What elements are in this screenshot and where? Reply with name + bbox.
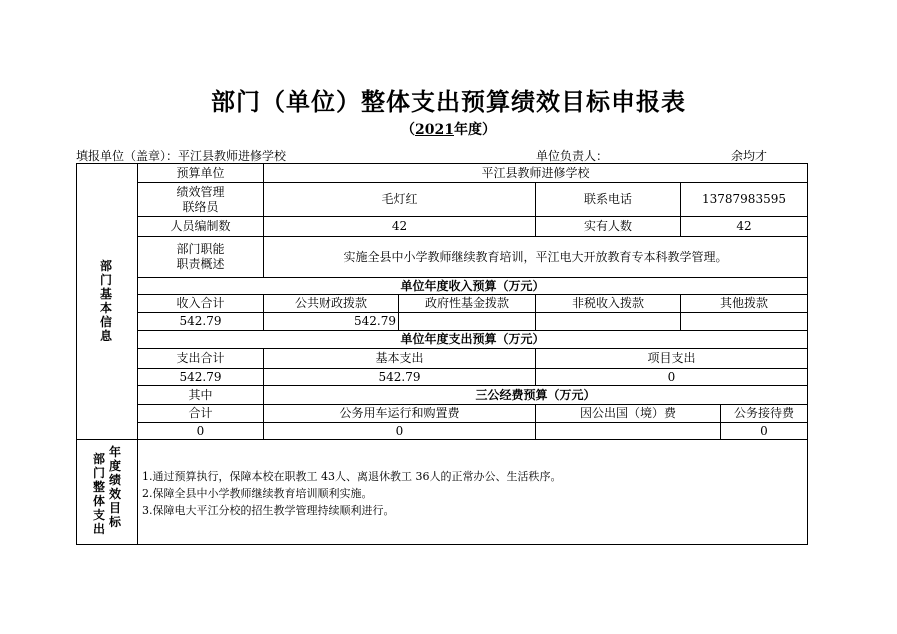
contact-label <box>138 183 263 216</box>
responsible-name: 余均才 <box>731 149 768 163</box>
duty-label-line: 部门职能 <box>176 242 225 256</box>
goals-section-label-right <box>108 445 122 529</box>
goals-list <box>142 468 561 519</box>
expense-header-basic: 基本支出 <box>375 351 424 365</box>
section-char: 门 <box>99 273 112 287</box>
phone-value: 13787983595 <box>702 192 786 206</box>
section-char: 整 <box>92 480 105 494</box>
section-char: 体 <box>92 494 105 508</box>
three-value-abroad <box>536 423 720 439</box>
section-char: 度 <box>108 459 121 473</box>
section-char: 出 <box>92 522 105 536</box>
goal-item: 3.保障电大平江分校的招生教学管理持续顺利进行。 <box>142 504 395 517</box>
income-value-nontax <box>536 313 680 330</box>
staff-actual-value: 42 <box>736 219 752 233</box>
three-value-vehicle: 0 <box>395 423 404 438</box>
three-public-title: 三公经费预算（万元） <box>475 387 596 402</box>
three-header-vehicle: 公务用车运行和购置费 <box>339 406 460 420</box>
contact-label-line: 联络员 <box>182 199 219 214</box>
duty-label-line: 职责概述 <box>176 257 225 271</box>
section-char: 标 <box>108 515 121 529</box>
duty-label <box>138 237 263 277</box>
income-value-fund <box>399 313 535 330</box>
income-header-fund: 政府性基金拨款 <box>424 296 509 310</box>
section-char: 效 <box>108 487 121 501</box>
income-header-nontax: 非税收入拨款 <box>571 296 644 310</box>
section-char: 部 <box>99 259 112 273</box>
section-char: 息 <box>99 329 112 343</box>
year-open: （ <box>401 122 416 138</box>
filler-unit-label: 填报单位（盖章）：平江县教师进修学校 <box>76 149 287 163</box>
expense-value-project: 0 <box>667 369 676 384</box>
three-header-abroad: 因公出国（境）费 <box>579 406 676 420</box>
section-char: 支 <box>92 508 105 522</box>
expense-header-project: 项目支出 <box>647 351 696 365</box>
expense-value-basic: 542.79 <box>378 369 421 384</box>
three-value-reception: 0 <box>760 423 768 438</box>
income-value-total: 542.79 <box>179 314 222 328</box>
income-value-other <box>681 313 807 330</box>
duty-value: 实施全县中小学教师继续教育培训，平江电大开放教育专本科教学管理。 <box>343 249 728 264</box>
phone-label: 联系电话 <box>583 192 632 206</box>
budget-unit-label: 预算单位 <box>176 165 225 180</box>
page-title: 部门（单位）整体支出预算绩效目标申报表 <box>211 88 686 116</box>
goals-section-label-left <box>92 452 106 536</box>
contact-label-line: 绩效管理 <box>176 184 225 199</box>
section-char: 年 <box>108 445 121 459</box>
basic-info-section-label <box>99 259 113 343</box>
goal-item: 2.保障全县中小学教师继续教育培训顺利实施。 <box>142 487 373 500</box>
income-header-public: 公共财政拨款 <box>294 296 367 310</box>
section-char: 基 <box>99 287 112 301</box>
staff-actual-label: 实有人数 <box>583 219 632 233</box>
three-header-total: 合计 <box>188 406 213 420</box>
section-char: 目 <box>108 501 121 515</box>
budget-unit-value: 平江县教师进修学校 <box>481 165 590 180</box>
section-char: 门 <box>92 466 105 480</box>
section-char: 本 <box>99 301 112 315</box>
section-char: 绩 <box>108 473 121 487</box>
expense-value-total: 542.79 <box>179 369 222 384</box>
income-value-public: 542.79 <box>354 314 396 328</box>
income-section-title: 单位年度收入预算（万元） <box>400 278 545 293</box>
income-header-other: 其他拨款 <box>719 296 768 310</box>
expense-header-total: 支出合计 <box>176 351 225 365</box>
responsible-label: 单位负责人： <box>536 149 609 163</box>
three-header-reception: 公务接待费 <box>733 406 794 420</box>
staff-quota-label: 人员编制数 <box>170 219 231 233</box>
three-value-total: 0 <box>196 423 205 438</box>
staff-quota-value: 42 <box>391 219 408 233</box>
of-which-label: 其中 <box>188 387 213 402</box>
goal-item: 1.通过预算执行，保障本校在职教工 43人、离退休教工 36人的正常办公、生活秩序。 <box>142 470 562 483</box>
income-header-total: 收入合计 <box>176 296 225 310</box>
year-value: 2021 <box>415 122 454 138</box>
contact-value: 毛灯红 <box>381 192 418 206</box>
section-char: 部 <box>92 452 105 466</box>
expense-section-title: 单位年度支出预算（万元） <box>400 332 545 346</box>
year-suffix: 年度） <box>453 122 496 138</box>
section-char: 信 <box>99 315 112 329</box>
